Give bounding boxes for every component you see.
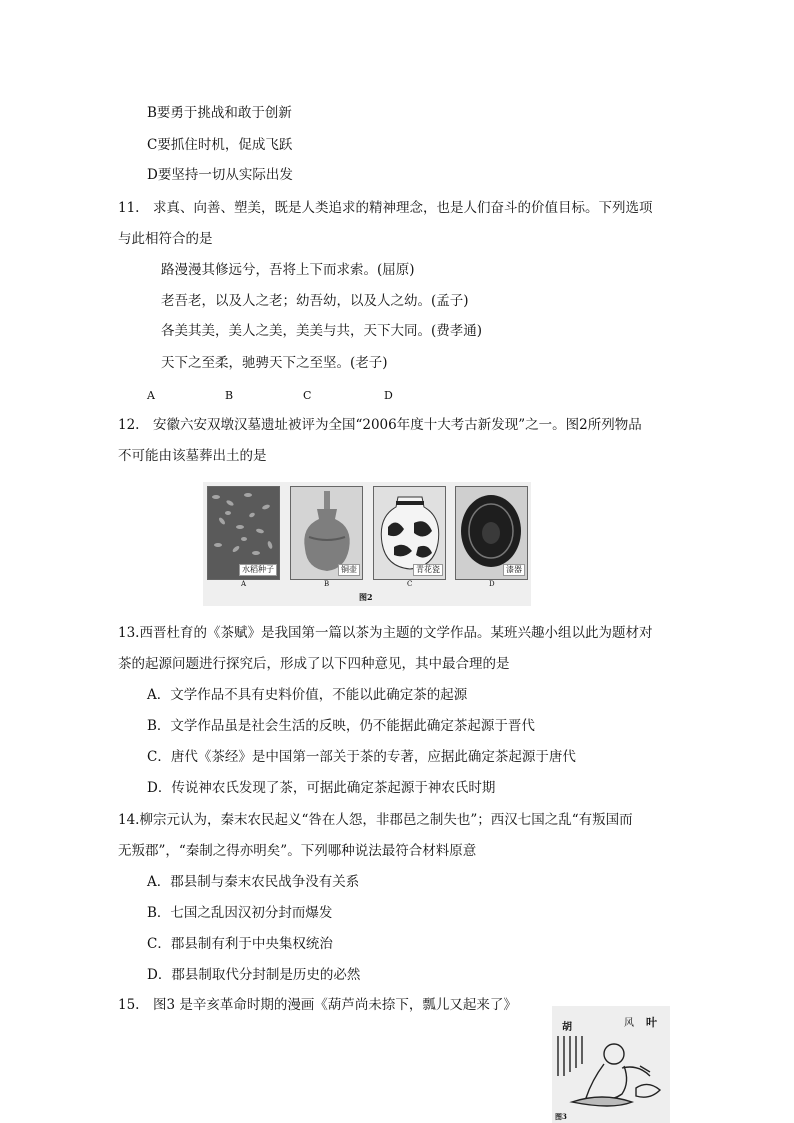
q13-stem-line1: 13.西晋杜育的《茶赋》是我国第一篇以茶为主题的文学作品。某班兴趣小组以此为题材对: [118, 625, 653, 641]
q15-stem: 15. 图3 是辛亥革命时期的漫画《葫芦尚未捺下，瓢儿又起来了》: [118, 997, 517, 1013]
q11-stem-line1: 11. 求真、向善、塑美，既是人类追求的精神理念，也是人们奋斗的价值目标。下列选项: [118, 200, 653, 216]
figure-3-text-2: 叶: [646, 1016, 657, 1029]
figure-2-photo-c: [373, 486, 446, 580]
figure-2-photo-d: [455, 486, 528, 580]
q11-answer-d: D: [384, 389, 393, 402]
figure-2-letter-d: D: [489, 580, 495, 588]
figure-2: [203, 482, 531, 606]
q12-stem-line2: 不可能由该墓葬出土的是: [118, 448, 267, 464]
figure-2-photo-a: [207, 486, 280, 580]
q11-answer-c: C: [303, 389, 312, 402]
figure-2-caption: 图2: [359, 592, 373, 602]
q11-quote-1: 路漫漫其修远兮，吾将上下而求索。(屈原): [161, 262, 415, 278]
q12-stem-line1: 12. 安徽六安双墩汉墓遗址被评为全国“2006年度十大考古新发现”之一。图2所列物品: [118, 417, 642, 433]
figure-2-label-b: 铜壶: [338, 564, 360, 576]
q11-quote-2: 老吾老，以及人之老；幼吾幼，以及人之幼。(孟子): [161, 293, 469, 309]
q10-option-b: B要勇于挑战和敢于创新: [147, 105, 292, 121]
q11-stem-line2: 与此相符合的是: [118, 231, 213, 247]
q14-option-c: C．郡县制有利于中央集权统治: [147, 936, 333, 952]
q11-quote-3: 各美其美，美人之美，美美与共，天下大同。(费孝通): [161, 323, 483, 339]
figure-2-label-d: 漆器: [503, 564, 525, 576]
q14-stem-line2: 无叛郡”，“秦制之得亦明矣”。下列哪种说法最符合材料原意: [118, 843, 477, 859]
figure-2-letter-c: C: [407, 580, 413, 588]
q11-answer-a: A: [147, 389, 155, 402]
figure-2-label-c: 青花瓷: [413, 564, 443, 576]
q13-option-d: D．传说神农氏发现了茶，可据此确定茶起源于神农氏时期: [147, 780, 496, 796]
figure-2-letter-b: B: [324, 580, 330, 588]
q14-option-a: A．郡县制与秦末农民战争没有关系: [147, 874, 360, 890]
figure-3: [552, 1006, 670, 1123]
q10-option-c: C要抓住时机，促成飞跃: [147, 137, 293, 153]
figure-3-text-3: 风: [624, 1018, 634, 1029]
q14-option-b: B．七国之乱因汉初分封而爆发: [147, 905, 333, 921]
q14-stem-line1: 14.柳宗元认为，秦末农民起义“咎在人怨，非郡邑之制失也”；西汉七国之乱“有叛国而: [118, 812, 633, 828]
figure-2-label-a: 水稻种子: [239, 564, 277, 576]
q10-option-d: D要坚持一切从实际出发: [147, 167, 293, 183]
q13-stem-line2: 茶的起源问题进行探究后，形成了以下四种意见，其中最合理的是: [118, 656, 510, 672]
figure-2-letter-a: A: [241, 580, 247, 588]
q11-answer-b: B: [225, 389, 234, 402]
cartoon-image: [552, 1006, 670, 1123]
figure-2-photo-b: [290, 486, 363, 580]
q13-option-c: C．唐代《茶经》是中国第一部关于茶的专著，应据此确定茶起源于唐代: [147, 749, 576, 765]
q14-option-d: D．郡县制取代分封制是历史的必然: [147, 967, 361, 983]
q11-quote-4: 天下之至柔，驰骋天下之至坚。(老子): [161, 355, 388, 371]
q13-option-b: B．文学作品虽是社会生活的反映，仍不能据此确定茶起源于晋代: [147, 718, 535, 734]
figure-3-text-1: 胡: [562, 1022, 572, 1033]
q13-option-a: A．文学作品不具有史料价值，不能以此确定茶的起源: [147, 687, 468, 703]
figure-3-caption: 图3: [555, 1112, 567, 1121]
